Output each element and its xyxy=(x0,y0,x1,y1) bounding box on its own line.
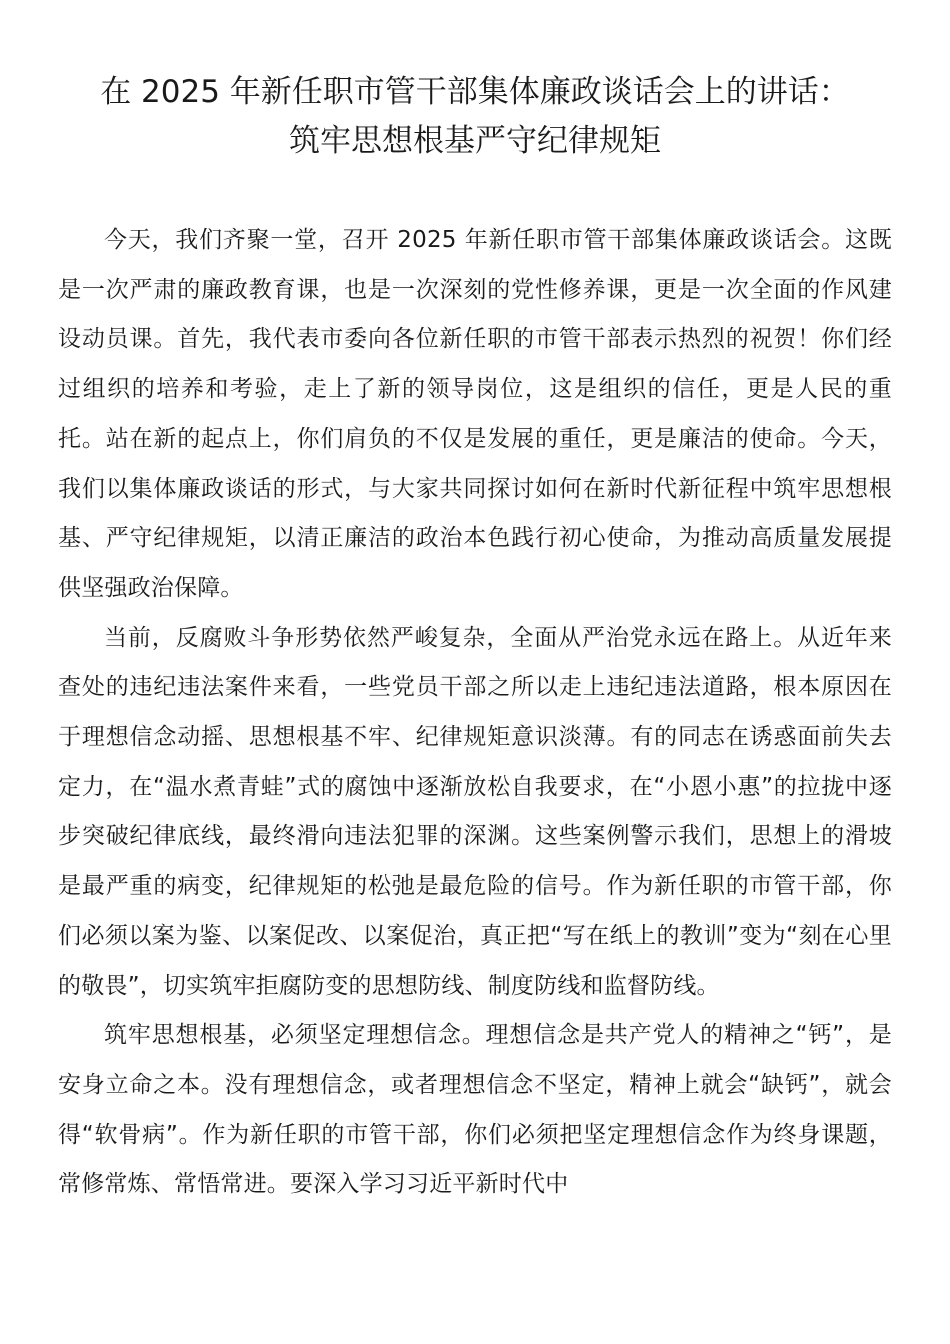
paragraph-ideals-and-beliefs: 筑牢思想根基，必须坚定理想信念。理想信念是共产党人的精神之“钙”，是安身立命之本。没有理想信念，或者理想信念不坚定，精神上就会“缺钙”，就会得“软骨病”。作为新任职的市管干部，你们必须把坚定理想信念作为终身课题，常修常炼、常悟常进。要深入学习习近平新时代中 xyxy=(58,1022,892,1198)
title-line-1: 在 2025 年新任职市管干部集体廉政谈话会上的讲话： xyxy=(100,74,850,110)
paragraph-current-situation: 当前，反腐败斗争形势依然严峻复杂，全面从严治党永远在路上。从近年来查处的违纪违法案件来看，一些党员干部之所以走上违纪违法道路，根本原因在于理想信念动摇、思想根基不牢、纪律规矩意识淡薄。有的同志在诱惑面前失去定力，在“温水煮青蛙”式的腐蚀中逐渐放松自我要求，在“小恩小惠”的拉拢中逐步突破纪律底线，最终滑向违法犯罪的深渊。这些案例警示我们，思想上的滑坡是最严重的病变，纪律规矩的松弛是最危险的信号。作为新任职的市管干部，你们必须以案为鉴、以案促改、以案促治，真正把“写在纸上的教训”变为“刻在心里的敬畏”，切实筑牢拒腐防变的思想防线、制度防线和监督防线。 xyxy=(58,624,892,999)
document-body xyxy=(58,216,892,1210)
paragraph-opening: 今天，我们齐聚一堂，召开 2025 年新任职市管干部集体廉政谈话会。这既是一次严肃的廉政教育课，也是一次深刻的党性修养课，更是一次全面的作风建设动员课。首先，我代表市委向各位新任职的市管干部表示热烈的祝贺！你们经过组织的培养和考验，走上了新的领导岗位，这是组织的信任，更是人民的重托。站在新的起点上，你们肩负的不仅是发展的重任，更是廉洁的使命。今天，我们以集体廉政谈话的形式，与大家共同探讨如何在新时代新征程中筑牢思想根基、严守纪律规矩，以清正廉洁的政治本色践行初心使命，为推动高质量发展提供坚强政治保障。 xyxy=(58,227,892,601)
title-line-2: 筑牢思想根基严守纪律规矩 xyxy=(289,123,661,159)
